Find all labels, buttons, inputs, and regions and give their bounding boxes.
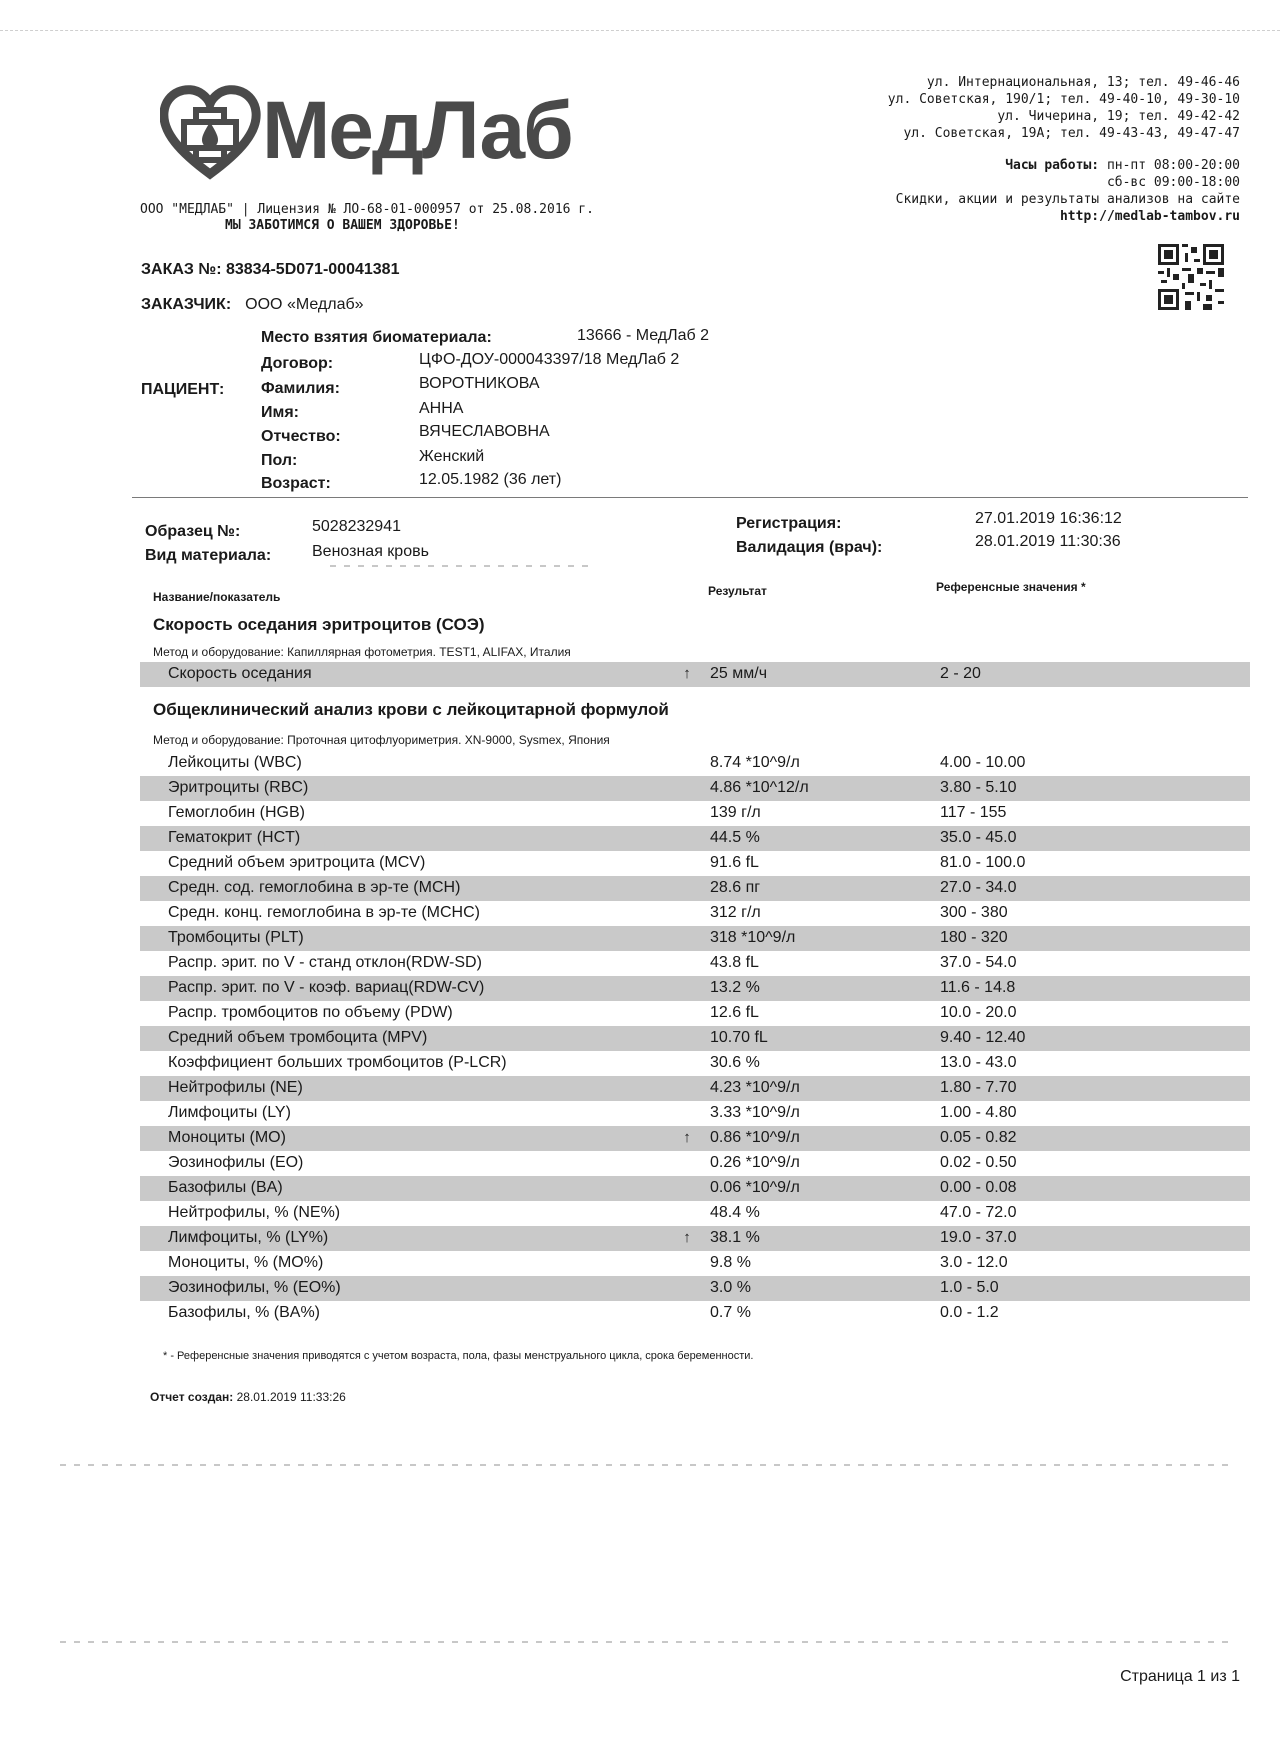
scan-noise	[60, 1464, 1230, 1466]
sample-number-label: Образец №:	[145, 523, 241, 540]
esr-method: Метод и оборудование: Капиллярная фотометрия. TEST1, ALIFAX, Италия	[153, 645, 571, 659]
row-result: 8.74 *10^9/л	[710, 754, 800, 771]
table-row	[140, 1276, 1250, 1301]
row-reference: 13.0 - 43.0	[940, 1054, 1017, 1071]
contract-label: Договор:	[261, 355, 334, 372]
patient-label: ПАЦИЕНТ:	[141, 381, 225, 398]
row-result: 0.86 *10^9/л	[710, 1129, 800, 1146]
row-name: Моноциты (MO)	[168, 1129, 286, 1146]
row-name: Средн. сод. гемоглобина в эр-те (MCH)	[168, 879, 461, 896]
cbc-section-title: Общеклинический анализ крови с лейкоцитарной формулой	[153, 700, 669, 719]
age-value: 12.05.1982 (36 лет)	[419, 471, 562, 488]
row-reference: 35.0 - 45.0	[940, 829, 1017, 846]
row-reference: 11.6 - 14.8	[940, 979, 1016, 996]
hours-label: Часы работы:	[1005, 158, 1100, 173]
material-label: Вид материала:	[145, 547, 272, 564]
scan-noise	[60, 1641, 1230, 1643]
row-name: Лимфоциты, % (LY%)	[168, 1229, 329, 1246]
row-name: Эритроциты (RBC)	[168, 779, 309, 796]
row-reference: 2 - 20	[940, 665, 981, 682]
table-row	[140, 1201, 1250, 1226]
name-label: Имя:	[261, 404, 299, 421]
row-reference: 180 - 320	[940, 929, 1008, 946]
qr-code	[1158, 244, 1224, 310]
row-name: Базофилы (BA)	[168, 1179, 283, 1196]
high-arrow-icon: ↑	[683, 665, 691, 682]
row-result: 9.8 %	[710, 1254, 751, 1271]
row-result: 3.33 *10^9/л	[710, 1104, 800, 1121]
row-reference: 0.02 - 0.50	[940, 1154, 1017, 1171]
surname-label: Фамилия:	[261, 380, 340, 397]
row-reference: 300 - 380	[940, 904, 1008, 921]
row-result: 12.6 fL	[710, 1004, 759, 1021]
row-result: 44.5 %	[710, 829, 760, 846]
row-result: 4.86 *10^12/л	[710, 779, 809, 796]
col-reference-header: Референсные значения *	[936, 580, 1086, 594]
row-reference: 1.80 - 7.70	[940, 1079, 1017, 1096]
hours-weekdays: пн-пт 08:00-20:00	[1106, 158, 1240, 173]
address-line: ул. Чичерина, 19; тел. 49-42-42	[997, 109, 1240, 124]
validation-label: Валидация (врач):	[736, 539, 883, 556]
table-row	[140, 826, 1250, 851]
row-result: 312 г/л	[710, 904, 761, 921]
table-row	[140, 876, 1250, 901]
high-arrow-icon: ↑	[683, 1129, 691, 1146]
scan-edge-line	[0, 30, 1280, 31]
row-result: 48.4 %	[710, 1204, 760, 1221]
row-name: Распр. тромбоцитов по объему (PDW)	[168, 1004, 453, 1021]
row-reference: 47.0 - 72.0	[940, 1204, 1017, 1221]
table-row	[140, 1026, 1250, 1051]
heart-cross-icon	[164, 90, 256, 174]
slogan-text: МЫ ЗАБОТИМСЯ О ВАШЕМ ЗДОРОВЬЕ!	[225, 218, 460, 233]
table-row	[140, 776, 1250, 801]
row-name: Распр. эрит. по V - станд отклон(RDW-SD)	[168, 954, 482, 971]
row-result: 0.26 *10^9/л	[710, 1154, 800, 1171]
material-value: Венозная кровь	[312, 543, 429, 560]
place-label: Место взятия биоматериала:	[261, 329, 492, 346]
row-reference: 9.40 - 12.40	[940, 1029, 1026, 1046]
reference-footnote: * - Референсные значения приводятся с учетом возраста, пола, фазы менструального цикла, срока беременности.	[163, 1350, 754, 1362]
logo-wordmark: МедЛаб	[262, 85, 572, 176]
table-row	[140, 1251, 1250, 1276]
row-reference: 4.00 - 10.00	[940, 754, 1026, 771]
row-reference: 117 - 155	[940, 804, 1007, 821]
table-row	[140, 1151, 1250, 1176]
cbc-method: Метод и оборудование: Проточная цитофлуориметрия. XN-9000, Sysmex, Япония	[153, 733, 610, 747]
row-result: 13.2 %	[710, 979, 760, 996]
row-result: 10.70 fL	[710, 1029, 768, 1046]
row-name: Средний объем тромбоцита (MPV)	[168, 1029, 428, 1046]
table-row	[140, 951, 1250, 976]
row-result: 91.6 fL	[710, 854, 759, 871]
col-result-header: Результат	[708, 584, 767, 598]
row-name: Скорость оседания	[168, 665, 312, 682]
table-row	[140, 926, 1250, 951]
row-result: 3.0 %	[710, 1279, 751, 1296]
registration-value: 27.01.2019 16:36:12	[975, 510, 1122, 527]
row-name: Коэффициент больших тромбоцитов (P-LCR)	[168, 1054, 507, 1071]
table-row	[140, 1101, 1250, 1126]
row-reference: 19.0 - 37.0	[940, 1229, 1017, 1246]
row-reference: 0.0 - 1.2	[940, 1304, 999, 1321]
scan-noise	[330, 565, 590, 567]
high-arrow-icon: ↑	[683, 1229, 691, 1246]
row-reference: 0.00 - 0.08	[940, 1179, 1017, 1196]
table-row	[140, 1076, 1250, 1101]
row-result: 318 *10^9/л	[710, 929, 796, 946]
row-result: 38.1 %	[710, 1229, 760, 1246]
row-name: Лимфоциты (LY)	[168, 1104, 291, 1121]
license-text: ООО "МЕДЛАБ" | Лицензия № ЛО-68-01-000957 от 25.08.2016 г.	[140, 202, 594, 217]
customer: ЗАКАЗЧИК: ООО «Медлаб»	[141, 296, 364, 313]
hours-weekend: сб-вс 09:00-18:00	[1106, 175, 1240, 190]
divider	[132, 497, 1248, 498]
row-name: Гематокрит (HCT)	[168, 829, 301, 846]
row-reference: 1.00 - 4.80	[940, 1104, 1017, 1121]
name-value: АННА	[419, 400, 464, 417]
row-reference: 10.0 - 20.0	[940, 1004, 1017, 1021]
row-name: Моноциты, % (MO%)	[168, 1254, 324, 1271]
row-reference: 81.0 - 100.0	[940, 854, 1026, 871]
patronymic-value: ВЯЧЕСЛАВОВНА	[419, 423, 550, 440]
row-result: 0.06 *10^9/л	[710, 1179, 800, 1196]
table-row	[140, 1226, 1250, 1251]
row-result: 30.6 %	[710, 1054, 760, 1071]
row-name: Тромбоциты (PLT)	[168, 929, 304, 946]
row-reference: 0.05 - 0.82	[940, 1129, 1017, 1146]
registration-label: Регистрация:	[736, 515, 842, 532]
report-created: Отчет создан: 28.01.2019 11:33:26	[150, 1390, 346, 1404]
row-reference: 37.0 - 54.0	[940, 954, 1017, 971]
row-name: Нейтрофилы, % (NE%)	[168, 1204, 341, 1221]
promo-text: Скидки, акции и результаты анализов на сайте	[895, 192, 1240, 207]
order-number: ЗАКАЗ №: 83834-5D071-00041381	[141, 261, 400, 278]
table-row	[140, 976, 1250, 1001]
table-row	[140, 1001, 1250, 1026]
hours-block	[720, 157, 1240, 225]
row-name: Распр. эрит. по V - коэф. вариац(RDW-CV)	[168, 979, 485, 996]
row-name: Средний объем эритроцита (MCV)	[168, 854, 426, 871]
address-line: ул. Интернациональная, 13; тел. 49-46-46	[926, 75, 1240, 90]
row-name: Эозинофилы, % (EO%)	[168, 1279, 341, 1296]
row-name: Гемоглобин (HGB)	[168, 804, 305, 821]
row-name: Эозинофилы (EO)	[168, 1154, 304, 1171]
row-name: Нейтрофилы (NE)	[168, 1079, 303, 1096]
row-result: 0.7 %	[710, 1304, 751, 1321]
addresses-block	[720, 74, 1240, 142]
table-row	[140, 751, 1250, 776]
sex-label: Пол:	[261, 452, 298, 469]
row-result: 139 г/л	[710, 804, 761, 821]
patronymic-label: Отчество:	[261, 428, 341, 445]
age-label: Возраст:	[261, 475, 331, 492]
sex-value: Женский	[419, 448, 485, 465]
esr-section-title: Скорость оседания эритроцитов (СОЭ)	[153, 615, 485, 634]
table-row	[140, 1051, 1250, 1076]
table-row	[140, 1301, 1250, 1326]
row-result: 28.6 пг	[710, 879, 761, 896]
row-result: 25 мм/ч	[710, 665, 768, 682]
row-name: Лейкоциты (WBC)	[168, 754, 302, 771]
address-line: ул. Советская, 190/1; тел. 49-40-10, 49-30-10	[887, 92, 1240, 107]
address-line: ул. Советская, 19А; тел. 49-43-43, 49-47-47	[903, 126, 1240, 141]
table-row	[140, 1126, 1250, 1151]
row-reference: 3.0 - 12.0	[940, 1254, 1008, 1271]
table-row	[140, 801, 1250, 826]
page-number: Страница 1 из 1	[1120, 1668, 1240, 1685]
validation-value: 28.01.2019 11:30:36	[975, 533, 1121, 550]
row-reference: 3.80 - 5.10	[940, 779, 1017, 796]
row-result: 43.8 fL	[710, 954, 759, 971]
row-result: 4.23 *10^9/л	[710, 1079, 800, 1096]
contract-value: ЦФО-ДОУ-000043397/18 МедЛаб 2	[419, 351, 680, 368]
surname-value: ВОРОТНИКОВА	[419, 375, 540, 392]
row-name: Базофилы, % (BA%)	[168, 1304, 320, 1321]
table-row	[140, 1176, 1250, 1201]
table-row	[140, 901, 1250, 926]
row-name: Средн. конц. гемоглобина в эр-те (MCHC)	[168, 904, 480, 921]
col-name-header: Название/показатель	[153, 590, 281, 604]
table-row	[140, 662, 1250, 687]
table-row	[140, 851, 1250, 876]
row-reference: 1.0 - 5.0	[940, 1279, 999, 1296]
sample-number: 5028232941	[312, 518, 401, 535]
site-link[interactable]: http://medlab-tambov.ru	[1059, 209, 1240, 224]
place-value: 13666 - МедЛаб 2	[577, 327, 710, 344]
row-reference: 27.0 - 34.0	[940, 879, 1017, 896]
